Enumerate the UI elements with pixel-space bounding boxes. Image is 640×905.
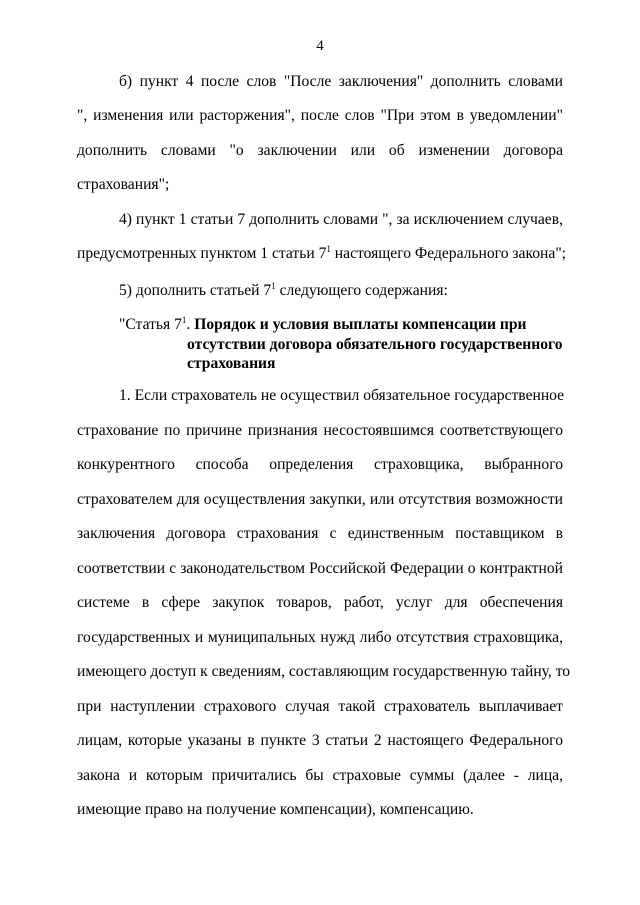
item-b-line-2: ", изменения или расторжения", после слов "При этом в уведомлении" bbox=[77, 107, 563, 124]
paragraph-1-line-3: конкурентного способа определения страховщика, выбранного bbox=[77, 456, 563, 473]
paragraph-1-line-10: при наступлении страхового случая такой страхователь выплачивает bbox=[77, 698, 563, 715]
paragraph-1-line-1: 1. Если страхователь не осуществил обязательное государственное bbox=[119, 387, 565, 404]
paragraph-1-line-11: лицам, которые указаны в пункте 3 статьи 2 настоящего Федерального bbox=[77, 732, 563, 749]
superscript: 1 bbox=[271, 281, 276, 291]
item-b-line-1: б) пункт 4 после слов "После заключения" дополнить словами bbox=[119, 73, 563, 90]
paragraph-1-line-9: имеющего доступ к сведениям, составляющим государственную тайну, то bbox=[77, 663, 571, 680]
paragraph-1-line-5: заключения договора страхования с единственным поставщиком в bbox=[77, 525, 563, 542]
item-b-line-4: страхования"; bbox=[77, 176, 170, 193]
page-number: 4 bbox=[316, 38, 324, 54]
paragraph-1-line-6: соответствии с законодательством Российской Федерации о контрактной bbox=[77, 560, 563, 577]
article-heading-line-3: страхования bbox=[187, 355, 276, 372]
article-title: Порядок и условия выплаты компенсации при bbox=[194, 316, 527, 333]
item-4-line-1: 4) пункт 1 статьи 7 дополнить словами ", за исключением случаев, bbox=[119, 211, 563, 228]
article-heading-line-2: отсутствии договора обязательного государственного bbox=[187, 336, 563, 353]
paragraph-1-line-13: имеющие право на получение компенсации), компенсацию. bbox=[77, 801, 474, 818]
paragraph-1-line-2: страхование по причине признания несостоявшимся соответствующего bbox=[77, 422, 563, 439]
article-heading-line-1: "Статья $7^1$. Порядок и условия выплаты компенсации при bbox=[119, 315, 527, 333]
item-b-line-3: дополнить словами "о заключении или об изменении договора bbox=[77, 142, 563, 159]
paragraph-1-line-8: государственных и муниципальных нужд либо отсутствия страховщика, bbox=[77, 629, 563, 646]
article-prefix: "Статья 7 bbox=[119, 316, 182, 333]
superscript: 1 bbox=[181, 315, 187, 325]
item-5-line: 5) дополнить статьей $7^1$ следующего содержания: bbox=[119, 281, 448, 299]
superscript: 1 bbox=[326, 244, 331, 254]
paragraph-1-line-4: страхователем для осуществления закупки, или отсутствия возможности bbox=[77, 491, 563, 508]
paragraph-1-line-7: системе в сфере закупок товаров, работ, услуг для обеспечения bbox=[77, 594, 563, 611]
item-4-line-2: предусмотренных пунктом 1 статьи $7^1$ настоящего Федерального закона"; bbox=[77, 244, 567, 262]
paragraph-1-line-12: закона и которым причитались бы страховые суммы (далее - лица, bbox=[77, 767, 563, 784]
